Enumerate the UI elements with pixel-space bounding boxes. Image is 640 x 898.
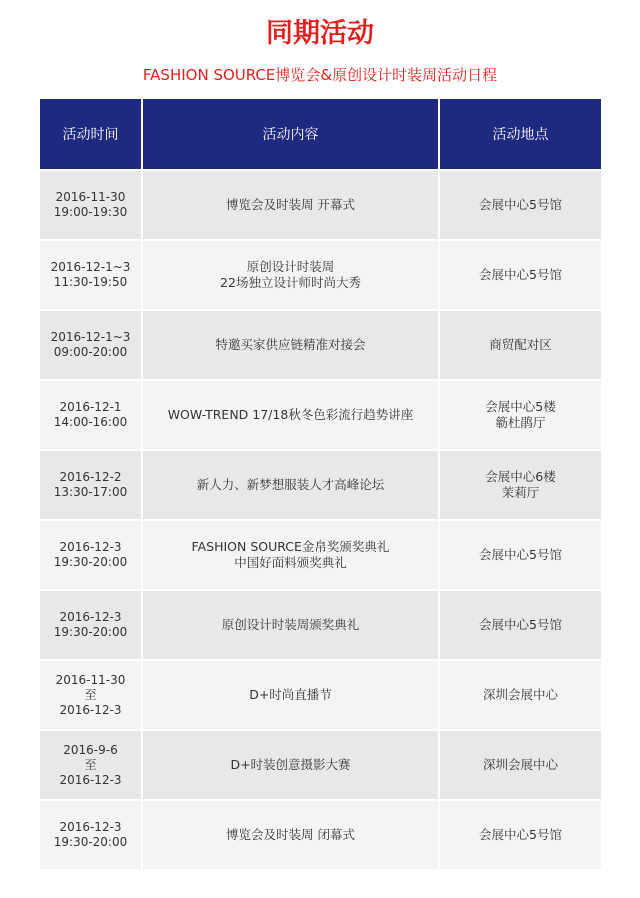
cell-content: 新人力、新梦想服装人才高峰论坛: [142, 450, 439, 520]
table-row: [40, 520, 601, 590]
table-row: [40, 660, 601, 730]
cell-content: 博览会及时装周 开幕式: [142, 170, 439, 240]
cell-time: 2016-9-6 至 2016-12-3: [40, 730, 142, 800]
cell-content: 原创设计时装周颁奖典礼: [142, 590, 439, 660]
table-header-row: [40, 99, 601, 170]
cell-location: 深圳会展中心: [439, 730, 601, 800]
table-row: [40, 450, 601, 520]
table-row: [40, 590, 601, 660]
cell-content: D+时装创意摄影大赛: [142, 730, 439, 800]
cell-time: 2016-12-3 19:30-20:00: [40, 520, 142, 590]
schedule-table: [40, 99, 601, 871]
cell-time: 2016-12-3 19:30-20:00: [40, 590, 142, 660]
table-row: [40, 800, 601, 870]
cell-location: 会展中心6楼 茉莉厅: [439, 450, 601, 520]
column-header-content: 活动内容: [142, 99, 439, 170]
cell-content: WOW-TREND 17/18秋冬色彩流行趋势讲座: [142, 380, 439, 450]
page-title: 同期活动: [266, 18, 374, 49]
column-header-location: 活动地点: [439, 99, 601, 170]
table-row: [40, 380, 601, 450]
cell-location: 会展中心5号馆: [439, 240, 601, 310]
cell-content: 特邀买家供应链精准对接会: [142, 310, 439, 380]
cell-location: 会展中心5号馆: [439, 590, 601, 660]
cell-location: 会展中心5号馆: [439, 520, 601, 590]
table-row: [40, 170, 601, 240]
column-header-time: 活动时间: [40, 99, 142, 170]
cell-location: 深圳会展中心: [439, 660, 601, 730]
cell-location: 会展中心5号馆: [439, 170, 601, 240]
cell-time: 2016-12-1~3 11:30-19:50: [40, 240, 142, 310]
cell-time: 2016-12-1~3 09:00-20:00: [40, 310, 142, 380]
cell-time: 2016-11-30 19:00-19:30: [40, 170, 142, 240]
cell-location: 会展中心5号馆: [439, 800, 601, 870]
cell-location: 商贸配对区: [439, 310, 601, 380]
table-row: [40, 730, 601, 800]
table-row: [40, 240, 601, 310]
cell-time: 2016-12-3 19:30-20:00: [40, 800, 142, 870]
page-subtitle: FASHION SOURCE博览会&原创设计时装周活动日程: [142, 66, 498, 84]
table-row: [40, 310, 601, 380]
cell-time: 2016-12-1 14:00-16:00: [40, 380, 142, 450]
cell-content: D+时尚直播节: [142, 660, 439, 730]
cell-time: 2016-12-2 13:30-17:00: [40, 450, 142, 520]
cell-content: FASHION SOURCE金帛奖颁奖典礼 中国好面料颁奖典礼: [142, 520, 439, 590]
cell-location: 会展中心5楼 簕杜鹃厅: [439, 380, 601, 450]
cell-content: 原创设计时装周 22场独立设计师时尚大秀: [142, 240, 439, 310]
cell-content: 博览会及时装周 闭幕式: [142, 800, 439, 870]
cell-time: 2016-11-30 至 2016-12-3: [40, 660, 142, 730]
